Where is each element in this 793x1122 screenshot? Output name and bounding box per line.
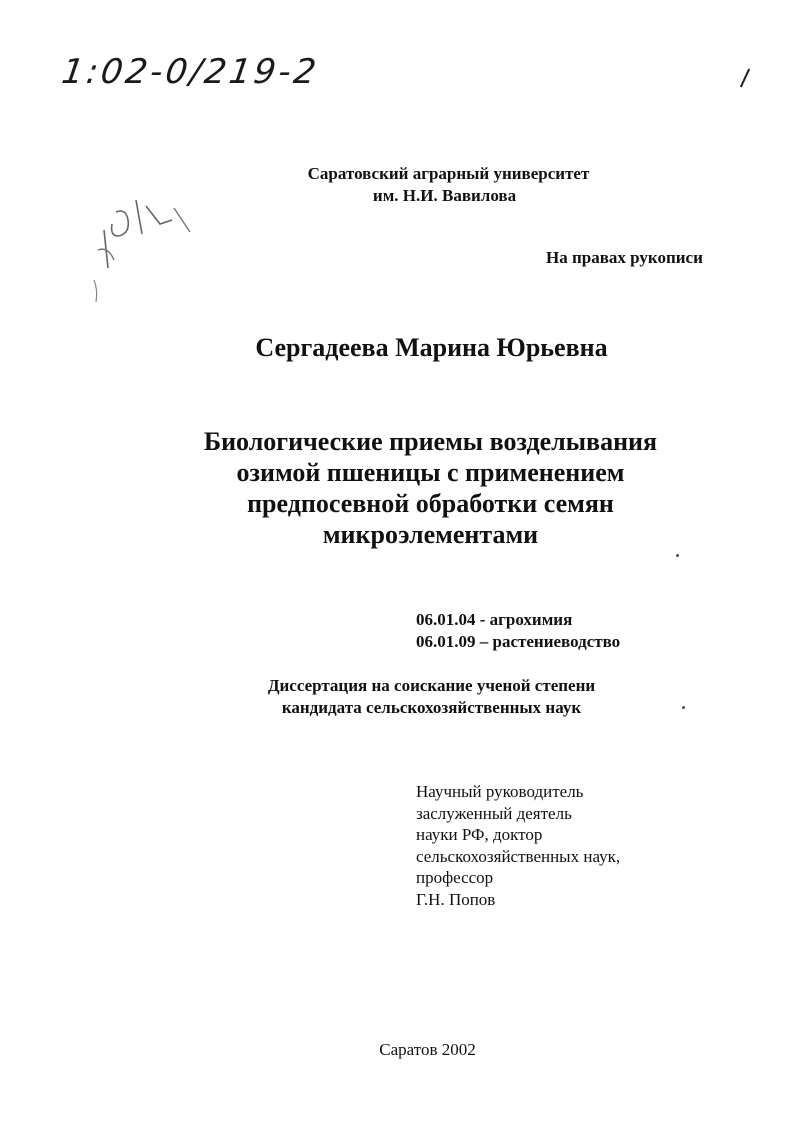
specialty-plant-growing: 06.01.09 – растениеводство bbox=[416, 632, 621, 651]
supervisor-line: заслуженный деятель bbox=[416, 803, 572, 823]
city-and-year: Саратов 2002 bbox=[379, 1040, 476, 1059]
university-name: Саратовский аграрный университет bbox=[307, 164, 590, 183]
title-line: предпосевной обработки семян bbox=[247, 489, 614, 518]
degree-statement bbox=[0, 675, 793, 719]
handwritten-stamp-mark bbox=[86, 190, 196, 310]
title-line: микроэлементами bbox=[322, 520, 539, 549]
degree-line: кандидата сельскохозяйственных наук bbox=[281, 698, 582, 717]
university-named-after: им. Н.И. Вавилова bbox=[372, 186, 517, 205]
specialty-codes bbox=[416, 609, 620, 653]
scan-speck bbox=[682, 706, 685, 709]
supervisor-line: профессор bbox=[416, 868, 494, 887]
author-name: Сергадеева Марина Юрьевна bbox=[255, 333, 608, 362]
degree-line: Диссертация на соискание ученой степени bbox=[267, 676, 596, 695]
title-line: озимой пшеницы с применением bbox=[236, 458, 625, 487]
supervisor-name: Г.Н. Попов bbox=[416, 889, 496, 909]
supervisor-line: Научный руководитель bbox=[416, 782, 584, 801]
specialty-agrochemistry: 06.01.04 - агрохимия bbox=[416, 610, 573, 629]
scientific-supervisor bbox=[416, 781, 620, 910]
manuscript-rights-note: На правах рукописи bbox=[546, 248, 703, 267]
handwritten-tick-mark bbox=[740, 69, 750, 88]
handwritten-archive-code: 1:02-0/219-2 bbox=[59, 52, 322, 92]
scan-speck bbox=[676, 554, 679, 557]
title-line: Биологические приемы возделывания bbox=[203, 427, 658, 456]
supervisor-line: сельскохозяйственных наук, bbox=[416, 846, 621, 866]
supervisor-line: науки РФ, доктор bbox=[416, 825, 543, 844]
university-heading bbox=[0, 163, 793, 207]
dissertation-title bbox=[0, 426, 793, 550]
